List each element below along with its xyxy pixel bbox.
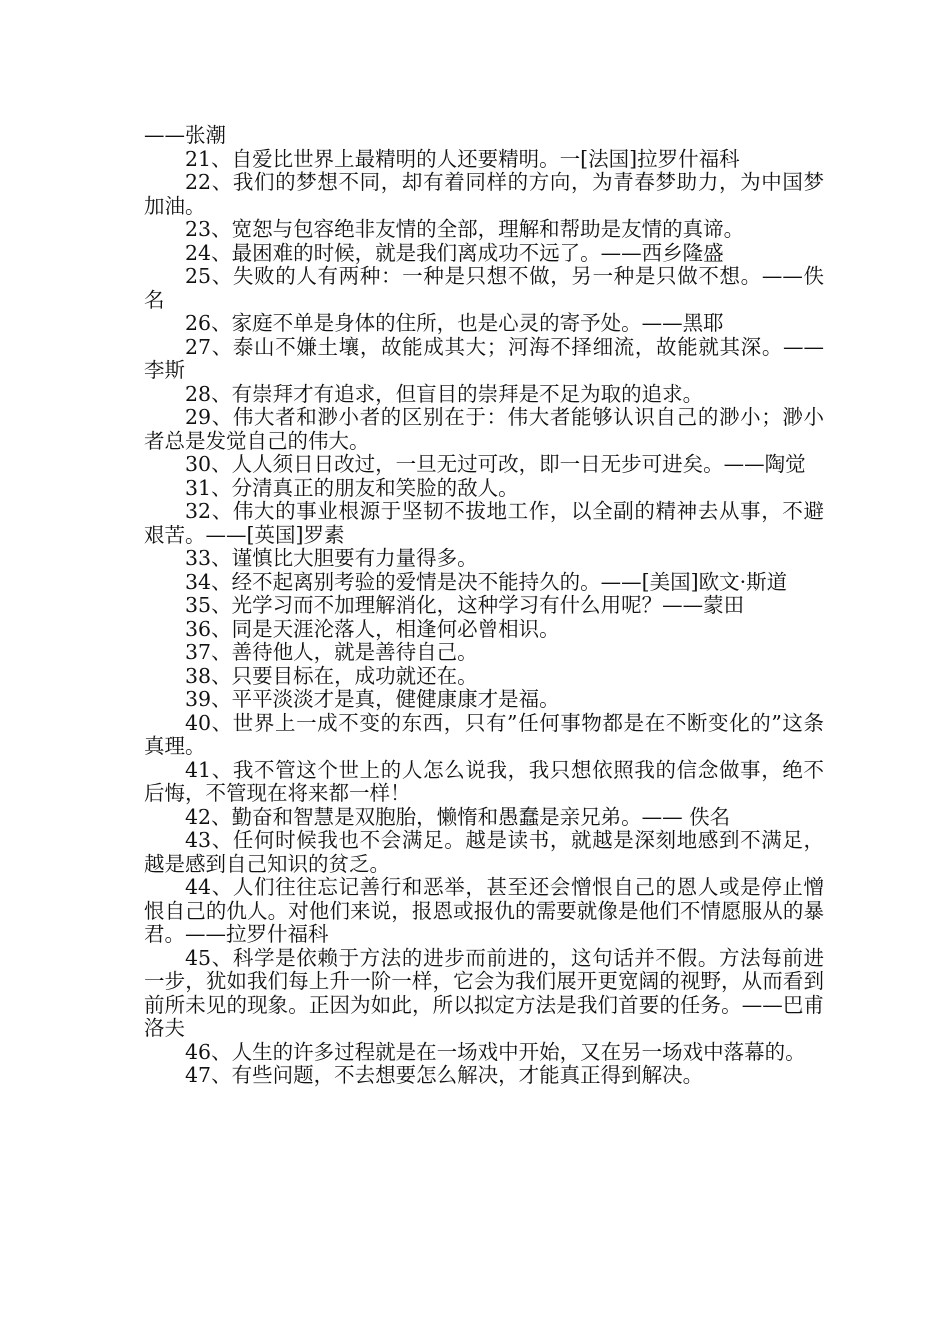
quote-paragraph: 36、同是天涯沦落人，相逢何必曾相识。 — [185, 616, 560, 641]
quote-paragraph: 47、有些问题，不去想要怎么解决，才能真正得到解决。 — [185, 1063, 704, 1087]
quote-paragraph: 46、人生的许多过程就是在一场戏中开始，又在另一场戏中落幕的。 — [185, 1039, 806, 1064]
quote-paragraph: 41、我不管这个世上的人怎么说我，我只想依照我的信念做事，绝不后悔，不管现在将来都一样！ — [144, 757, 824, 805]
quote-paragraph: 44、人们往往忘记善行和恶举，甚至还会憎恨自己的恩人或是停止憎恨自己的仇人。对他们来说，报恩或报仇的需要就像是他们不情愿服从的暴君。——拉罗什福科 — [144, 875, 824, 946]
quote-paragraph: 21、自爱比世界上最精明的人还要精明。一[法国]拉罗什福科 — [185, 146, 740, 171]
attribution-line: ——张潮 — [144, 123, 226, 147]
quote-paragraph: 26、家庭不单是身体的住所，也是心灵的寄予处。——黑耶 — [185, 311, 724, 335]
quote-paragraph: 28、有崇拜才有追求，但盲目的崇拜是不足为取的追求。 — [185, 381, 704, 406]
quote-paragraph: 23、宽恕与包容绝非友情的全部，理解和帮助是友情的真谛。 — [185, 217, 745, 241]
quote-paragraph: 31、分清真正的朋友和笑脸的敌人。 — [185, 475, 519, 500]
quote-paragraph: 24、最困难的时候，就是我们离成功不远了。——西乡隆盛 — [185, 240, 724, 265]
quote-paragraph: 40、世界上一成不变的东西，只有”任何事物都是在不断变化的”这条真理。 — [144, 710, 824, 758]
quote-paragraph: 30、人人须日日改过，一旦无过可改，即一日无步可进矣。——陶觉 — [185, 452, 806, 476]
quote-paragraph: 32、伟大的事业根源于坚韧不拔地工作，以全副的精神去从事，不避艰苦。——[英国]罗素 — [144, 499, 824, 547]
quote-paragraph: 42、勤奋和智慧是双胞胎，懒惰和愚蠢是亲兄弟。—— 佚名 — [185, 804, 731, 829]
quote-paragraph: 34、经不起离别考验的爱情是决不能持久的。——[美国]欧文·斯道 — [185, 569, 788, 594]
quote-paragraph: 37、善待他人，就是善待自己。 — [185, 640, 478, 664]
quote-paragraph: 33、谨慎比大胆要有力量得多。 — [185, 546, 478, 570]
quote-paragraph: 39、平平淡淡才是真，健健康康才是福。 — [185, 687, 560, 711]
quote-paragraph: 45、科学是依赖于方法的进步而前进的，这句话并不假。方法每前进一步，犹如我们每上升一阶一样，它会为我们展开更宽阔的视野，从而看到前所未见的现象。正因为如此，所以拟定方法是我们首要的任务。——巴甫洛夫 — [144, 945, 824, 1040]
quote-paragraph: 35、光学习而不加理解消化，这种学习有什么用呢？——蒙田 — [185, 593, 745, 617]
quote-paragraph: 25、失败的人有两种：一种是只想不做，另一种是只做不想。——佚名 — [144, 264, 824, 312]
quote-paragraph: 29、伟大者和渺小者的区别在于：伟大者能够认识自己的渺小；渺小者总是发觉自己的伟大。 — [144, 405, 824, 453]
document-body — [144, 124, 824, 1088]
quote-paragraph: 27、泰山不嫌土壤，故能成其大；河海不择细流，故能就其深。——李斯 — [144, 334, 824, 382]
quote-paragraph: 38、只要目标在，成功就还在。 — [185, 663, 478, 688]
quote-paragraph: 22、我们的梦想不同，却有着同样的方向，为青春梦助力，为中国梦加油。 — [144, 170, 824, 218]
quote-paragraph: 43、任何时候我也不会满足。越是读书，就越是深刻地感到不满足，越是感到自己知识的贫乏。 — [144, 828, 824, 876]
